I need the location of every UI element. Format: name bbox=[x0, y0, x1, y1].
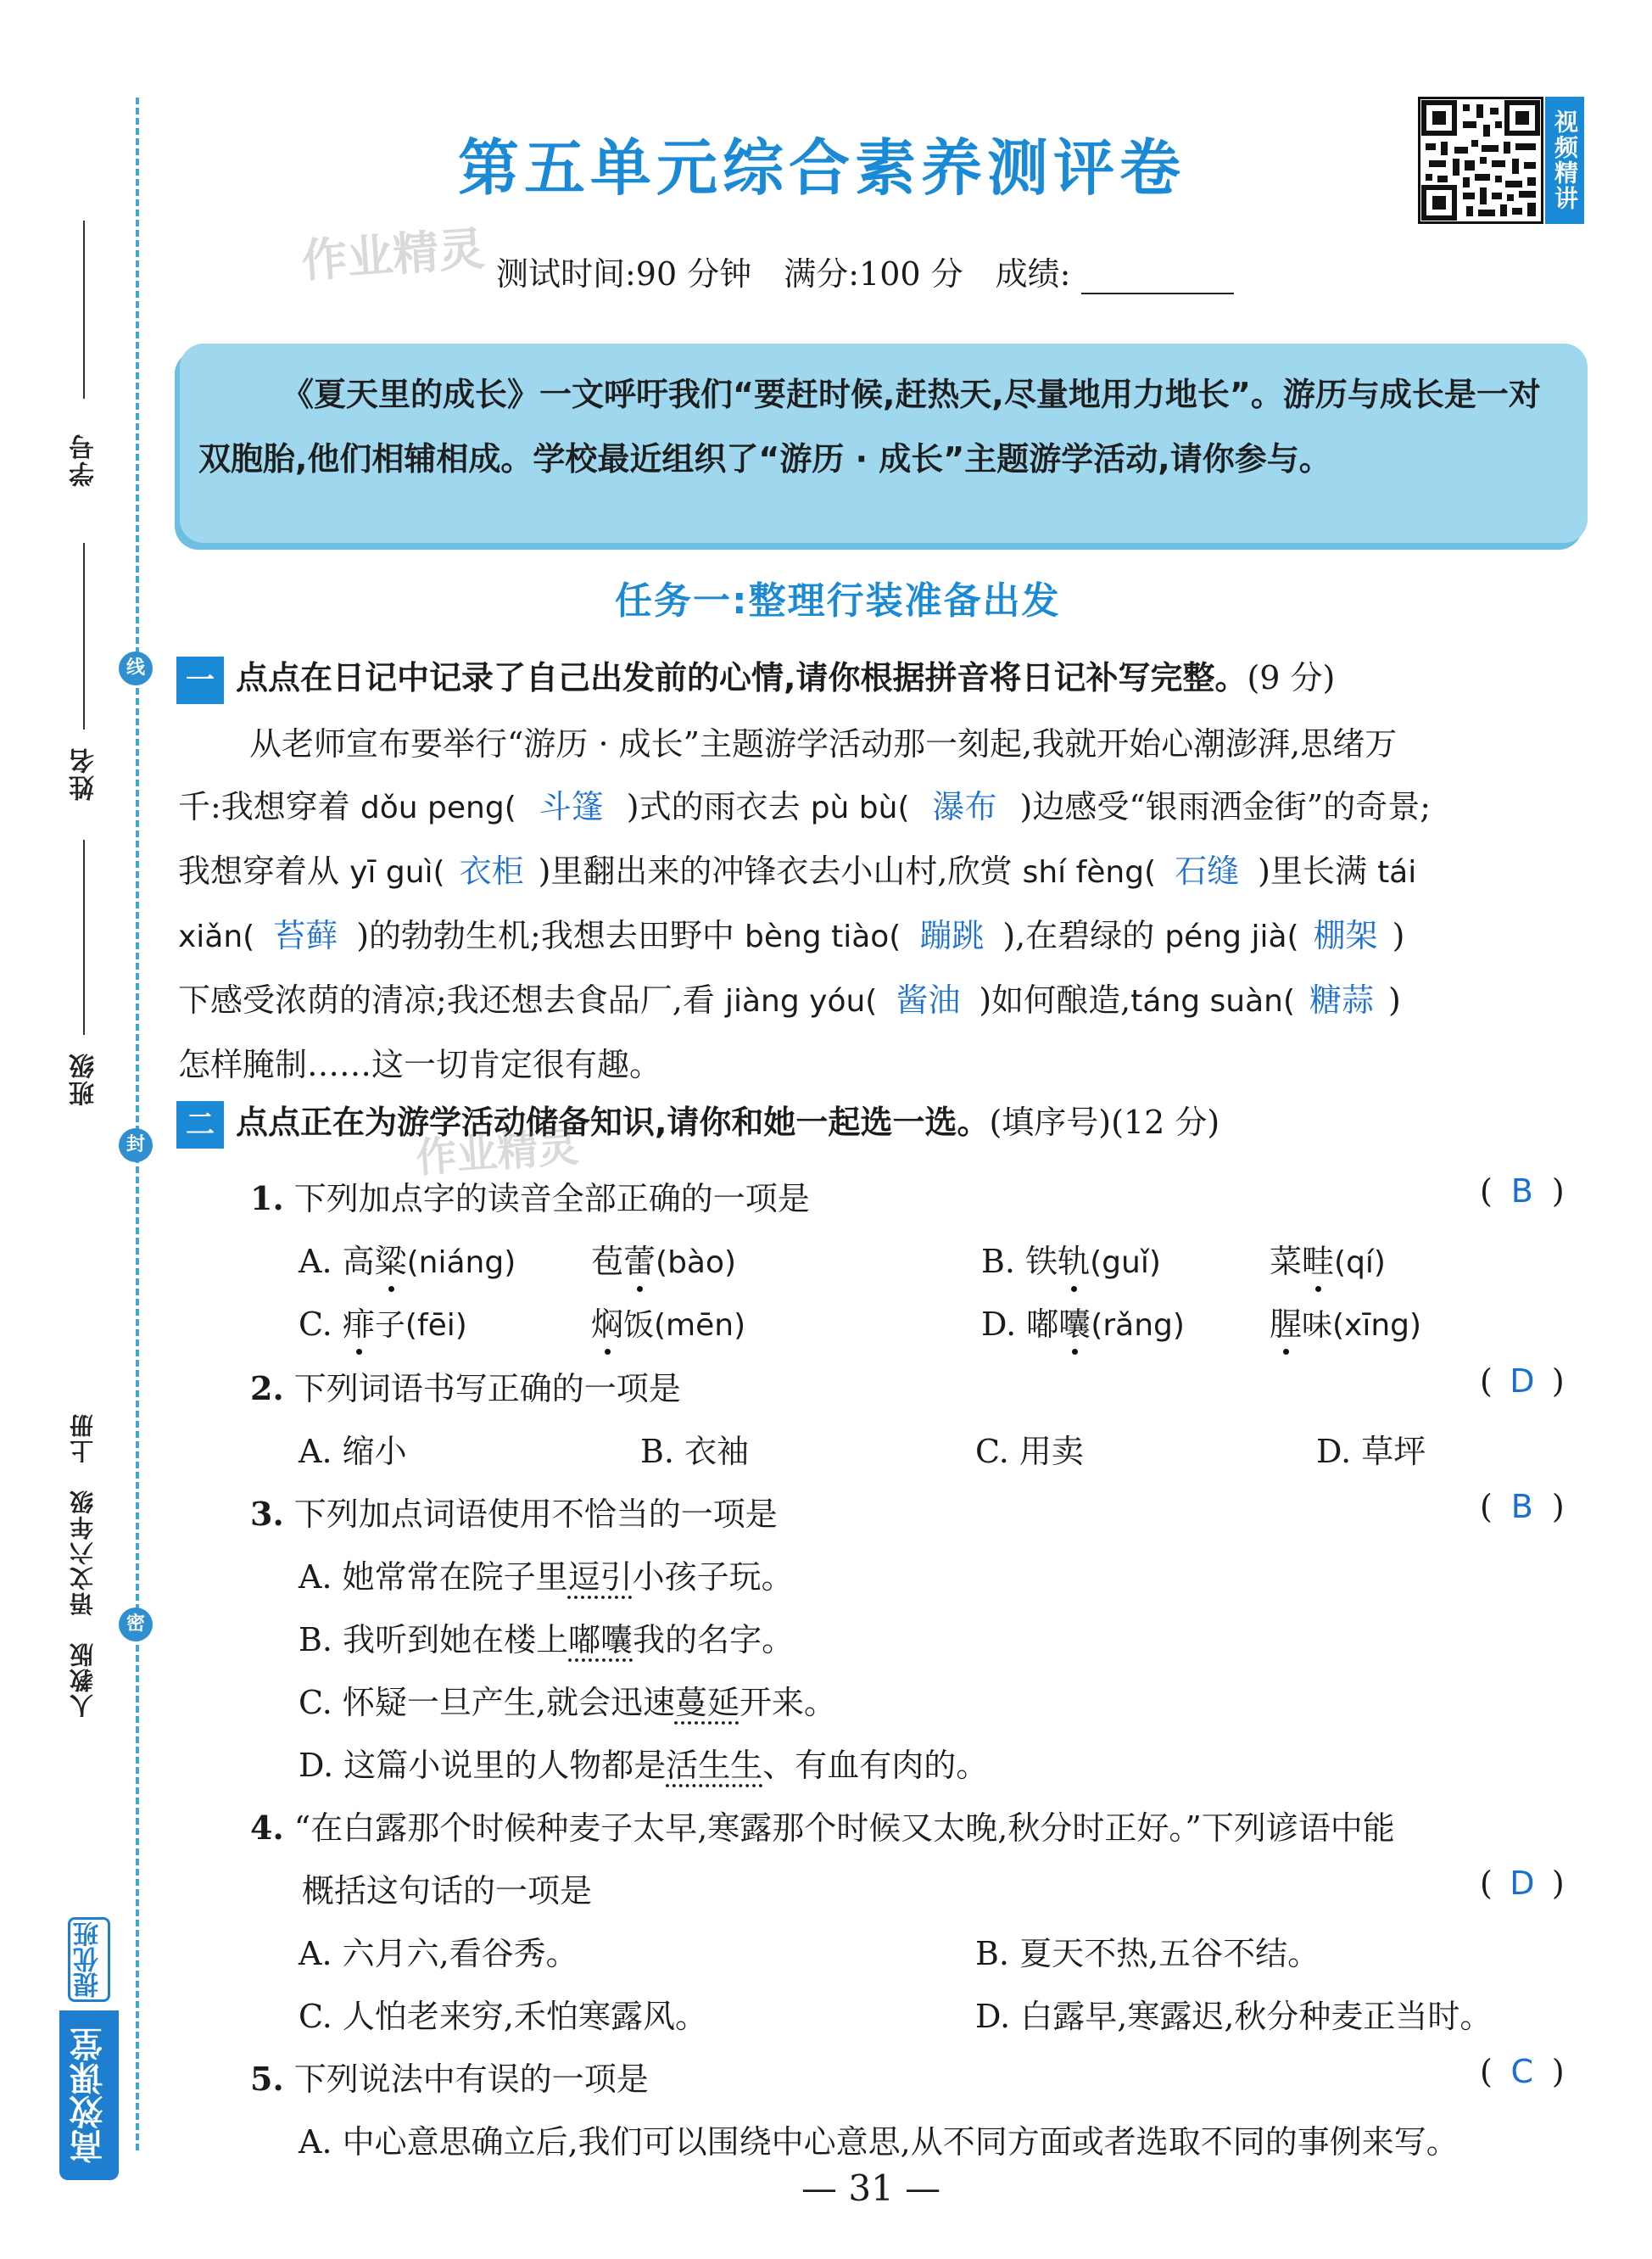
pinyin: shí fèng( bbox=[1022, 855, 1157, 890]
question-5 bbox=[250, 2053, 649, 2100]
bracket-open: ( bbox=[1480, 2053, 1493, 2090]
bind-circle-line: 线 bbox=[119, 651, 153, 685]
section-2-number: 二 bbox=[176, 1101, 224, 1149]
student-id-line bbox=[83, 221, 85, 399]
video-lecture-label[interactable]: 视频精讲 bbox=[1545, 97, 1584, 224]
diary-text: 下感受浓荫的清凉;我还想去食品厂,看 bbox=[178, 981, 715, 1019]
diary-text: )里翻出来的冲锋衣去小山村,欣赏 bbox=[538, 853, 1013, 890]
q4-option-c: C. 人怕老来穷,禾怕寒露风。 bbox=[299, 1998, 707, 2035]
answer-fill: 苔藓 bbox=[273, 917, 338, 954]
option-text: B. 铁 bbox=[981, 1243, 1058, 1280]
diary-line-3 bbox=[178, 840, 1586, 904]
diary-text: )如何酿造, bbox=[979, 981, 1131, 1019]
q3-option-b bbox=[299, 1613, 794, 1660]
option-text: C. bbox=[299, 1306, 343, 1343]
bind-circle-secret: 密 bbox=[119, 1608, 153, 1641]
answer-letter: C bbox=[1510, 2053, 1534, 2090]
bind-circle-seal: 封 bbox=[119, 1128, 153, 1162]
answer-fill: 瀑布 bbox=[932, 788, 997, 825]
diary-line-2 bbox=[178, 775, 1586, 840]
answer-letter: B bbox=[1510, 1488, 1533, 1525]
section-1-number: 一 bbox=[176, 657, 224, 704]
diary-text: )的勃勃生机;我想去田野中 bbox=[356, 917, 734, 954]
pinyin: tái bbox=[1377, 855, 1417, 890]
section-1-points: (9 分) bbox=[1247, 659, 1336, 696]
answer-bracket-4 bbox=[1480, 1865, 1565, 1902]
pinyin: xiǎn( bbox=[178, 920, 255, 954]
class-label: 班级 bbox=[70, 1052, 99, 1106]
question-4 bbox=[250, 1802, 1395, 1848]
answer-fill: 斗篷 bbox=[539, 788, 604, 825]
pinyin: (rǎng) bbox=[1091, 1308, 1185, 1343]
q2-option-d: D. 草坪 bbox=[1316, 1433, 1426, 1470]
question-3 bbox=[250, 1488, 778, 1535]
question-number: 3. bbox=[250, 1495, 284, 1533]
question-stem: 下列词语书写正确的一项是 bbox=[293, 1370, 681, 1407]
dotted-word: 活生生 bbox=[666, 1747, 763, 1784]
option-text: 小孩子玩。 bbox=[632, 1558, 794, 1596]
bracket-close: ) bbox=[1551, 1172, 1565, 1210]
pinyin: 饭(mēn) bbox=[623, 1308, 746, 1343]
dotted-char: 囔 bbox=[1058, 1298, 1091, 1345]
score-blank[interactable] bbox=[1081, 260, 1234, 294]
dotted-word: 蔓延 bbox=[674, 1684, 739, 1721]
answer-fill: 衣柜 bbox=[459, 853, 524, 890]
diary-text: ) bbox=[1392, 917, 1405, 954]
answer-bracket-2 bbox=[1480, 1362, 1565, 1400]
watermark-middle: 作业精灵 bbox=[414, 1123, 581, 1183]
bracket-close: ) bbox=[1551, 1488, 1565, 1525]
test-meta-text: 测试时间:90 分钟 满分:100 分 成绩: bbox=[496, 255, 1071, 293]
option-text: 菜 bbox=[1270, 1243, 1303, 1280]
dotted-char: 轨 bbox=[1058, 1235, 1090, 1282]
q1-option-a bbox=[299, 1235, 516, 1282]
question-stem: 下列加点字的读音全部正确的一项是 bbox=[293, 1180, 810, 1217]
question-stem: 下列说法中有误的一项是 bbox=[293, 2060, 649, 2098]
bracket-close: ) bbox=[1551, 2053, 1565, 2090]
q2-option-b: B. 衣袖 bbox=[640, 1433, 750, 1470]
q1-option-b bbox=[981, 1235, 1161, 1282]
answer-fill: 酱油 bbox=[896, 981, 961, 1019]
option-text: 开来。 bbox=[739, 1684, 836, 1721]
diary-text: 我想穿着从 bbox=[178, 853, 340, 890]
section-2-points: (填序号)(12 分) bbox=[989, 1104, 1220, 1141]
section-1-heading bbox=[176, 651, 1335, 704]
question-number: 2. bbox=[250, 1369, 284, 1407]
question-number: 4. bbox=[250, 1809, 284, 1847]
option-text: A. 高 bbox=[299, 1243, 375, 1280]
q3-option-d bbox=[299, 1739, 988, 1786]
pinyin: (guǐ) bbox=[1090, 1245, 1161, 1280]
question-4-line-2: 概括这句话的一项是 bbox=[302, 1872, 593, 1910]
question-2 bbox=[250, 1362, 681, 1409]
q3-option-a bbox=[299, 1551, 794, 1597]
section-1-title: 点点在日记中记录了自己出发前的心情,请你根据拼音将日记补写完整。 bbox=[236, 659, 1247, 696]
name-line bbox=[83, 543, 85, 730]
diary-text: )里长满 bbox=[1258, 853, 1367, 890]
diary-line-5 bbox=[178, 969, 1586, 1033]
diary-line-6: 怎样腌制……这一切肯定很有趣。 bbox=[178, 1046, 662, 1083]
dotted-char: 焖 bbox=[591, 1298, 623, 1345]
pinyin: táng suàn( bbox=[1130, 984, 1296, 1019]
diary-text: )边感受“银雨洒金街”的奇景; bbox=[1019, 788, 1431, 825]
answer-fill: 糖蒜 bbox=[1309, 981, 1375, 1019]
pinyin: 味(xīng) bbox=[1302, 1308, 1422, 1343]
bracket-open: ( bbox=[1480, 1362, 1493, 1400]
question-1 bbox=[250, 1172, 810, 1219]
intro-box: 《夏天里的成长》一文呼吁我们“要赶时候,赶热天,尽量地用力地长”。游历与成长是一对双胞胎,他们相辅相成。学校最近组织了“游历 · 成长”主题游学活动,请你参与。 bbox=[180, 344, 1588, 543]
q4-option-a: A. 六月六,看谷秀。 bbox=[299, 1935, 578, 1972]
option-text: 、有血有肉的。 bbox=[762, 1747, 989, 1784]
question-number: 1. bbox=[250, 1179, 284, 1217]
q1-option-a2 bbox=[591, 1235, 736, 1282]
book-edition-label: 人教版 语文六年级 上册 bbox=[69, 1412, 97, 1718]
qr-code[interactable] bbox=[1418, 97, 1543, 224]
cut-dashed-line bbox=[136, 98, 139, 2150]
q1-option-c2 bbox=[591, 1298, 745, 1345]
watermark-top: 作业精灵 bbox=[299, 221, 487, 288]
option-text: D. 嘟 bbox=[981, 1306, 1059, 1343]
test-meta bbox=[496, 248, 1234, 294]
diary-line-1: 从老师宣布要举行“游历 · 成长”主题游学活动那一刻起,我就开始心潮澎湃,思绪万 bbox=[249, 725, 1398, 763]
dotted-char: 畦 bbox=[1302, 1235, 1334, 1282]
diary-line-4 bbox=[178, 904, 1586, 969]
answer-letter: D bbox=[1510, 1865, 1535, 1902]
pinyin: (bào) bbox=[656, 1245, 737, 1280]
option-text: 苞 bbox=[591, 1243, 624, 1280]
binding-strip bbox=[0, 0, 161, 2259]
bracket-close: ) bbox=[1551, 1362, 1565, 1400]
answer-bracket-5 bbox=[1480, 2053, 1565, 2090]
dotted-word: 逗引 bbox=[567, 1558, 633, 1596]
q4-option-b: B. 夏天不热,五谷不结。 bbox=[975, 1935, 1320, 1972]
brand-logo: 高效课堂 bbox=[59, 2010, 119, 2180]
option-text: 我的名字。 bbox=[633, 1621, 795, 1658]
question-stem: “在白露那个时候种麦子太早,寒露那个时候又太晚,秋分时正好。”下列谚语中能 bbox=[293, 1809, 1395, 1847]
pinyin: (niáng) bbox=[406, 1245, 516, 1280]
student-id-label: 学号 bbox=[70, 433, 99, 487]
answer-fill: 蹦跳 bbox=[919, 917, 985, 954]
task-title: 任务一:整理行装准备出发 bbox=[615, 579, 1061, 623]
pinyin: dǒu peng( bbox=[360, 791, 516, 825]
qr-code-icon bbox=[1420, 99, 1541, 221]
q1-option-c bbox=[299, 1298, 467, 1345]
page-number: — 31 — bbox=[801, 2167, 941, 2209]
answer-fill: 石缝 bbox=[1175, 853, 1240, 890]
diary-text: ),在碧绿的 bbox=[1002, 917, 1155, 954]
q2-option-c: C. 用卖 bbox=[975, 1433, 1084, 1470]
q5-option-a: A. 中心意思确立后,我们可以围绕中心意思,从不同方面或者选取不同的事例来写。 bbox=[299, 2123, 1459, 2161]
diary-passage bbox=[178, 713, 1586, 1096]
pinyin: bèng tiào( bbox=[744, 920, 901, 954]
name-label: 姓名 bbox=[70, 746, 99, 801]
option-text: A. 她常常在院子里 bbox=[299, 1558, 568, 1596]
q3-option-c bbox=[299, 1676, 836, 1723]
bracket-open: ( bbox=[1480, 1865, 1493, 1902]
bracket-open: ( bbox=[1480, 1488, 1493, 1525]
pinyin: pù bù( bbox=[810, 791, 910, 825]
diary-text: )式的雨衣去 bbox=[626, 788, 801, 825]
dotted-char: 蕾 bbox=[623, 1235, 656, 1282]
q1-option-b2 bbox=[1270, 1235, 1386, 1282]
dotted-char: 粱 bbox=[375, 1235, 407, 1282]
option-text: D. 这篇小说里的人物都是 bbox=[299, 1747, 667, 1784]
class-line bbox=[83, 840, 85, 1035]
dotted-char: 腥 bbox=[1270, 1298, 1302, 1345]
answer-letter: B bbox=[1510, 1172, 1533, 1210]
answer-fill: 棚架 bbox=[1313, 917, 1378, 954]
answer-letter: D bbox=[1510, 1362, 1535, 1400]
section-2-title: 点点正在为游学活动储备知识,请你和她一起选一选。 bbox=[236, 1104, 990, 1141]
pinyin: 子(fēi) bbox=[374, 1308, 467, 1343]
pinyin: yī guì( bbox=[349, 855, 445, 890]
bracket-open: ( bbox=[1480, 1172, 1493, 1210]
question-number: 5. bbox=[250, 2060, 284, 2098]
diary-text: ) bbox=[1388, 981, 1401, 1019]
option-text: C. 怀疑一旦产生,就会迅速 bbox=[299, 1684, 675, 1721]
brand-sub-label: 提优班 bbox=[68, 1917, 110, 2002]
answer-bracket-1 bbox=[1480, 1172, 1565, 1210]
bracket-close: ) bbox=[1551, 1865, 1565, 1902]
option-text: B. 我听到她在楼上 bbox=[299, 1621, 569, 1658]
q1-option-d2 bbox=[1270, 1298, 1421, 1345]
pinyin: (qí) bbox=[1334, 1245, 1386, 1280]
brand-block bbox=[59, 1824, 119, 2180]
q2-option-a: A. 缩小 bbox=[299, 1433, 407, 1470]
dotted-char: 痱 bbox=[343, 1298, 375, 1345]
pinyin: jiàng yóu( bbox=[724, 984, 878, 1019]
section-2-heading bbox=[176, 1096, 1219, 1149]
pinyin: péng jià( bbox=[1164, 920, 1299, 954]
q4-option-d: D. 白露早,寒露迟,秋分种麦正当时。 bbox=[975, 1998, 1493, 2035]
q1-option-d bbox=[981, 1298, 1185, 1345]
diary-text: 千:我想穿着 bbox=[178, 788, 350, 825]
dotted-word: 嘟囔 bbox=[568, 1621, 633, 1658]
answer-bracket-3 bbox=[1480, 1488, 1565, 1525]
page-title: 第五单元综合素养测评卷 bbox=[458, 131, 1186, 204]
question-stem: 下列加点词语使用不恰当的一项是 bbox=[293, 1496, 778, 1533]
